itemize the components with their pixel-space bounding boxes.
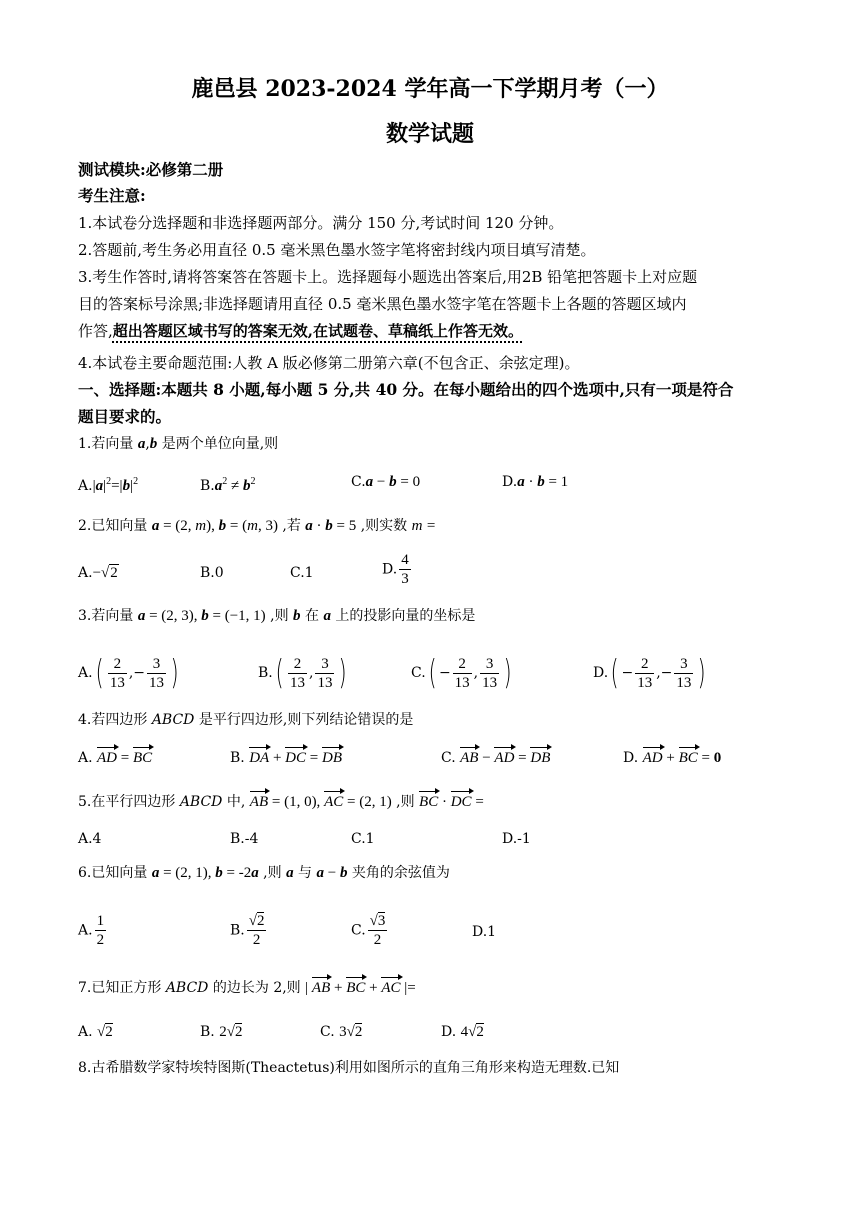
q2-option-c: C.1 — [290, 565, 314, 581]
q2-option-b: B.0 — [200, 565, 224, 581]
section1-heading-2: 题目要求的。 — [78, 407, 172, 426]
test-module: 测试模块:必修第二册 — [78, 160, 224, 179]
question-2: 2.已知向量 a = (2, m), b = (m, 3) ,若 a · b = 5 ,则实数 m = — [78, 518, 436, 534]
q5-option-d: D.-1 — [502, 831, 531, 847]
q6-option-d: D.1 — [472, 924, 497, 940]
q1-option-c: C.a − b = 0 — [351, 474, 421, 490]
q4-option-d: D. AD + BC = 0 — [623, 746, 721, 768]
question-5: 5.在平行四边形 ABCD 中, AB = (1, 0), AC = (2, 1) ,则 BC · DC = — [78, 790, 798, 812]
q5-option-a: A.4 — [78, 831, 102, 847]
q4-option-c: C. AB − AD = DB — [441, 746, 550, 768]
question-6: 6.已知向量 a = (2, 1), b = -2a ,则 a 与 a − b 夹角的余弦值为 — [78, 865, 450, 881]
attention-heading: 考生注意: — [78, 186, 146, 205]
note-2: 2.答题前,考生务必用直径 0.5 毫米黑色墨水签字笔将密封线内项目填写清楚。 — [78, 241, 596, 259]
exam-subject: 数学试题 — [385, 121, 474, 147]
q2-option-d: D. $\frac{4}{3}$ — [382, 552, 409, 587]
q4-option-a: A. AD = BC — [78, 746, 152, 768]
q3-option-c: C.( − $\frac{2}{13}$ , $\frac{3}{13}$ ) — [411, 653, 512, 693]
q7-option-b: B. 2√2 — [200, 1024, 243, 1040]
note-3a: 3.考生作答时,请将答案答在答题卡上。选择题每小题选出答案后,用2B 铅笔把答题卡上对应题 — [78, 268, 698, 286]
section1-heading: 一、选择题:本题共 8 小题,每小题 5 分,共 40 分。在每小题给出的四个选项中,只有一项是符合 — [78, 380, 734, 399]
q3-option-d: D.( − $\frac{2}{13}$ ,− $\frac{3}{13}$ ) — [593, 653, 706, 693]
q1-option-a: $A.|a|^2=|b|^2$ — [78, 476, 139, 494]
q4-option-b: B. DA + DC = DB — [230, 746, 342, 768]
q1-option-d: D.a · b = 1 — [502, 474, 569, 490]
q3-option-b: B.( $\frac{2}{13}$ , $\frac{3}{13}$ ) — [258, 653, 348, 693]
q3-option-a: A.( $\frac{2}{13}$ ,− $\frac{3}{13}$ ) — [78, 653, 179, 693]
note-3b: 目的答案标号涂黑;非选择题请用直径 0.5 毫米黑色墨水签字笔在答题卡上各题的答题区域内 — [78, 295, 687, 313]
note-3c — [78, 321, 798, 341]
note-3c-emphasis: 超出答题区域书写的答案无效,在试题卷、草稿纸上作答无效。 — [112, 322, 524, 340]
question-1: 1.若向量 a,b 是两个单位向量,则 — [78, 436, 279, 452]
q2-option-a: A.−√2 — [78, 565, 118, 581]
q6-option-a: A. $\frac{1}{2}$ — [78, 913, 105, 948]
q7-option-d: D. 4√2 — [441, 1024, 484, 1040]
q7-option-a: A. √2 — [78, 1024, 113, 1040]
exam-title: 鹿邑县 2023-2024 学年高一下学期月考（一） — [191, 76, 669, 102]
question-4: 4.若四边形 ABCD 是平行四边形,则下列结论错误的是 — [78, 712, 414, 728]
note-3c-prefix: 作答, — [78, 322, 113, 340]
note-1: 1.本试卷分选择题和非选择题两部分。满分 150 分,考试时间 120 分钟。 — [78, 214, 564, 232]
q5-option-b: B.-4 — [230, 831, 259, 847]
note-4: 4.本试卷主要命题范围:人教 A 版必修第二册第六章(不包含正、余弦定理)。 — [78, 354, 580, 372]
question-7: 7.已知正方形 ABCD 的边长为 2,则 | AB + BC + AC |= — [78, 976, 798, 998]
q7-option-c: C. 3√2 — [320, 1024, 363, 1040]
question-8: 8.古希腊数学家特埃特图斯(Theactetus)利用如图所示的直角三角形来构造无理数.已知 — [78, 1060, 620, 1076]
question-3: 3.若向量 a = (2, 3), b = (−1, 1) ,则 b 在 a 上的投影向量的坐标是 — [78, 608, 476, 624]
q6-option-c: C. $\frac{√3}{2}$ — [351, 913, 386, 948]
q6-option-b: B. $\frac{√2}{2}$ — [230, 913, 265, 948]
q1-option-b: $B.a^2 \ne b^2$ — [200, 476, 256, 494]
q5-option-c: C.1 — [351, 831, 375, 847]
